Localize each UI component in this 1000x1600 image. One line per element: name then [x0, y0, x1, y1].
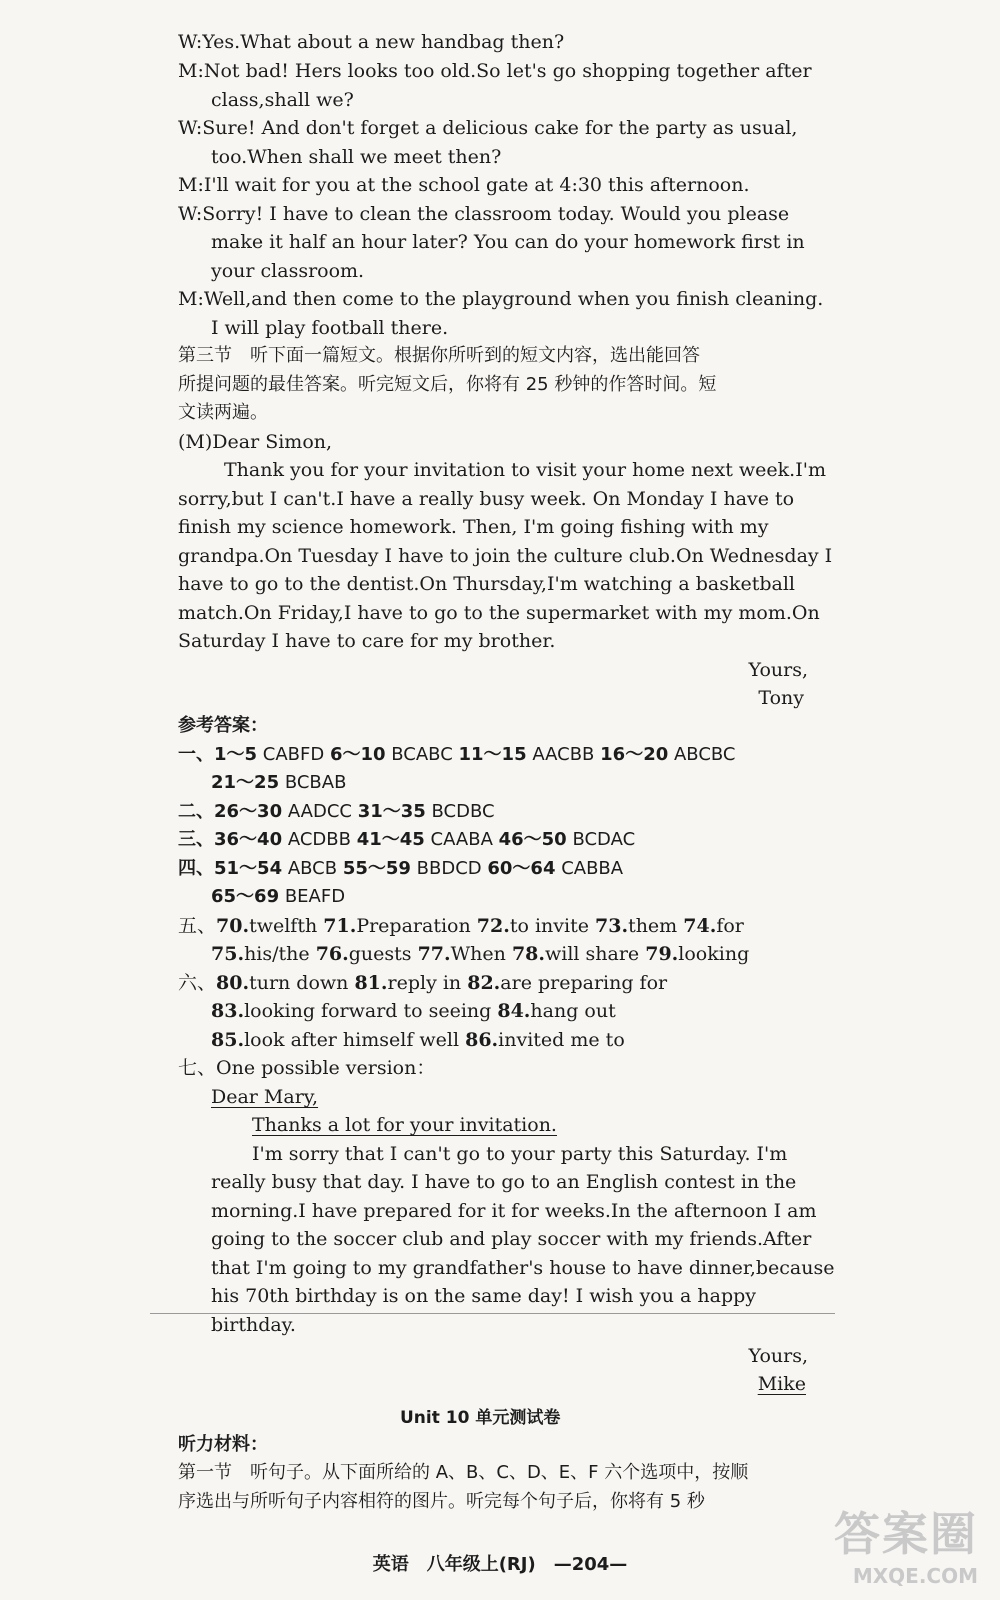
letter-thanks: Thanks a lot for your invitation. [252, 1114, 557, 1136]
answer-row: 83.looking forward to seeing 84.hang out [211, 1000, 616, 1022]
answer-row: 一、1～5 CABFD 6～10 BCABC 11～15 AACBB 16～20 ABCBC [178, 744, 736, 765]
dialogue-line: W:Sure! And don't forget a delicious cake for the party as usual, [178, 117, 798, 139]
section-instruction: 序选出与所听句子内容相符的图片。听完每个句子后，你将有 5 秒 [178, 1491, 705, 1512]
dialogue-line: make it half an hour later? You can do your homework first in [211, 231, 805, 253]
answer-row: 三、36～40 ACDBB 41～45 CAABA 46～50 BCDAC [178, 829, 636, 850]
answer-row: 21～25 BCBAB [211, 772, 347, 793]
watermark [834, 1498, 978, 1588]
letter-signature: Tony [758, 687, 804, 709]
answer-row: 五、70.twelfth 71.Preparation 72.to invite 73.them 74.for [178, 915, 744, 937]
letter-line: birthday. [211, 1314, 296, 1336]
unit-title: Unit 10 单元测试卷 [400, 1408, 561, 1428]
letter-closing: Yours, [748, 1345, 808, 1367]
letter-line: really busy that day. I have to go to an English contest in the [211, 1171, 797, 1193]
answer-row: 75.his/the 76.guests 77.When 78.will share 79.looking [211, 943, 750, 965]
section-instruction: 所提问题的最佳答案。听完短文后，你将有 25 秒钟的作答时间。短 [178, 374, 717, 395]
dialogue-line: too.When shall we meet then? [211, 146, 502, 168]
dialogue-line: W:Sorry! I have to clean the classroom today. Would you please [178, 203, 790, 225]
watermark-url: MXQE.COM [852, 1564, 978, 1588]
section-instruction: 第一节 听句子。从下面所给的 A、B、C、D、E、F 六个选项中，按顺 [178, 1462, 749, 1483]
answer-row: 65～69 BEAFD [211, 886, 346, 907]
divider [150, 1313, 835, 1314]
letter-line: sorry,but I can't.I have a really busy week. On Monday I have to [178, 488, 795, 510]
page-footer: 英语 八年级上(RJ) —204— [372, 1554, 628, 1575]
answer-row: 六、80.turn down 81.reply in 82.are preparing for [178, 972, 668, 994]
letter-line: have to go to the dentist.On Thursday,I'm watching a basketball [178, 573, 796, 595]
answer-row: 四、51～54 ABCB 55～59 BBDCD 60～64 CABBA [178, 858, 624, 879]
dialogue-line: I will play football there. [211, 317, 449, 339]
letter-line: his 70th birthday is on the same day! I wish you a happy [211, 1285, 757, 1307]
answer-row: 85.look after himself well 86.invited me to [211, 1029, 625, 1051]
letter-line: grandpa.On Tuesday I have to join the culture club.On Wednesday I [178, 545, 833, 567]
letter-signature: Mike [757, 1373, 806, 1395]
dialogue-line: M:I'll wait for you at the school gate at 4:30 this afternoon. [178, 174, 750, 196]
letter-line: I'm sorry that I can't go to your party this Saturday. I'm [252, 1143, 788, 1165]
letter-line: match.On Friday,I have to go to the supermarket with my mom.On [178, 602, 820, 624]
letter-line: morning.I have prepared for it for weeks.In the afternoon I am [211, 1200, 817, 1222]
letter-line: Thank you for your invitation to visit your home next week.I'm [224, 459, 826, 481]
answer-row: 二、26～30 AADCC 31～35 BCDBC [178, 801, 495, 822]
listening-heading: 听力材料： [178, 1434, 268, 1455]
watermark-logo: 答案圈 [834, 1507, 978, 1561]
letter-closing: Yours, [748, 659, 808, 681]
dialogue-line: your classroom. [211, 260, 365, 282]
section-instruction: 第三节 听下面一篇短文。根据你所听到的短文内容，选出能回答 [178, 345, 700, 366]
dialogue-line: class,shall we? [211, 89, 354, 111]
letter-line: going to the soccer club and play soccer with my friends.After [211, 1228, 812, 1250]
letter-line: that I'm going to my grandfather's house to have dinner,because [211, 1257, 835, 1279]
letter-salutation: (M)Dear Simon, [178, 431, 333, 453]
dialogue-line: M:Well,and then come to the playground when you finish cleaning. [178, 288, 824, 310]
answer-row: 七、One possible version： [178, 1057, 436, 1079]
letter-salutation: Dear Mary, [211, 1086, 319, 1108]
letter-line: finish my science homework. Then, I'm going fishing with my [178, 516, 769, 538]
letter-line: Saturday I have to care for my brother. [178, 630, 556, 652]
dialogue-line: W:Yes.What about a new handbag then? [178, 31, 565, 53]
answers-heading: 参考答案： [178, 715, 268, 736]
section-instruction: 文读两遍。 [178, 402, 268, 423]
dialogue-line: M:Not bad! Hers looks too old.So let's go shopping together after [178, 60, 812, 82]
